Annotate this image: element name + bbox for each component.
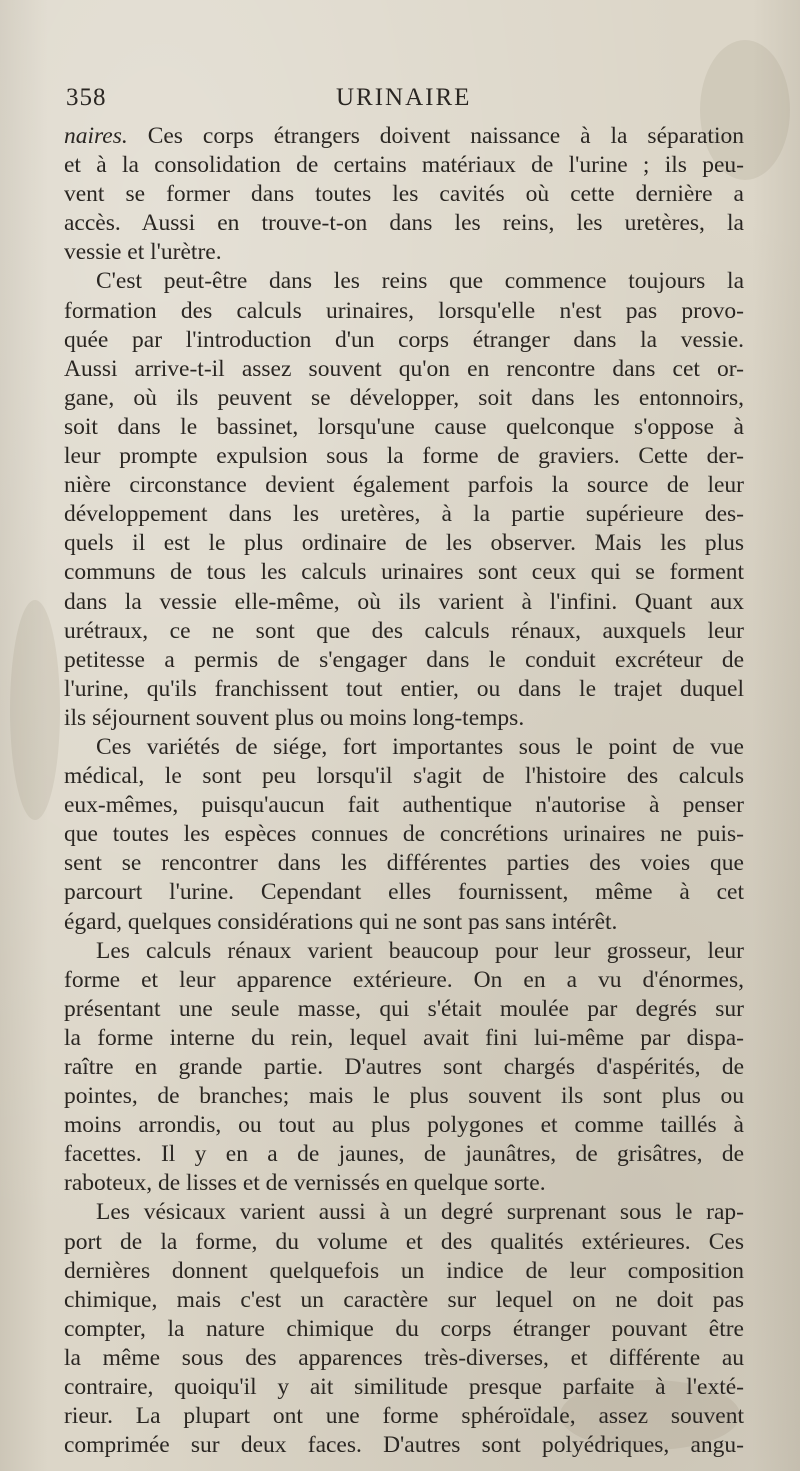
page-header	[66, 84, 706, 122]
text-line: communs de tous les calculs urinaires sont ceux qui se forment	[64, 559, 744, 586]
text-line: Aussi arrive-t-il assez souvent qu'on en rencontre dans cet or-	[64, 355, 744, 382]
text-line: parcourt l'urine. Cependant elles fournissent, même à cet	[64, 879, 744, 906]
paragraph	[64, 733, 744, 937]
text-line: facettes. Il y en a de jaunes, de jaunâtres, de grisâtres, de	[64, 1141, 744, 1168]
text-line: Les calculs rénaux varient beaucoup pour leur grosseur, leur	[96, 937, 744, 964]
text-line: urétraux, ce ne sont que des calculs rénaux, auxquels leur	[64, 617, 744, 644]
text-line: raboteux, de lisses et de vernissés en quelque sorte.	[64, 1170, 546, 1197]
text-line: soit dans le bassinet, lorsqu'une cause quelconque s'oppose à	[64, 413, 744, 440]
text-line: vent se former dans toutes les cavités où cette dernière a	[64, 181, 744, 208]
text-line: quels il est le plus ordinaire de les observer. Mais les plus	[64, 530, 744, 557]
text-line: la forme interne du rein, lequel avait fini lui-même par dispa-	[64, 1024, 744, 1051]
text-line: l'urine, qu'ils franchissent tout entier, ou dans le trajet duquel	[64, 675, 744, 702]
text-line: chimique, mais c'est un caractère sur lequel on ne doit pas	[64, 1286, 744, 1313]
text-line: vessie et l'urètre.	[64, 239, 222, 266]
text-line: médical, le sont peu lorsqu'il s'agit de l'histoire des calculs	[64, 763, 744, 790]
text-line: pointes, de branches; mais le plus souvent ils sont plus ou	[64, 1083, 744, 1110]
text-line: dans la vessie elle-même, où ils varient à l'infini. Quant aux	[64, 588, 744, 615]
text-line: port de la forme, du volume et des qualités extérieures. Ces	[64, 1228, 744, 1255]
paragraph	[64, 267, 744, 733]
text-line: nière circonstance devient également parfois la source de leur	[64, 472, 744, 499]
text-line: ils séjournent souvent plus ou moins long-temps.	[64, 704, 525, 731]
italic-word: naires.	[64, 123, 128, 149]
text-line: contraire, quoiqu'il y ait similitude presque parfaite à l'exté-	[64, 1374, 744, 1401]
text-line: raître en grande partie. D'autres sont chargés d'aspérités, de	[64, 1054, 744, 1080]
text-line: petitesse a permis de s'engager dans le conduit excréteur de	[64, 646, 744, 673]
page-number: 358	[66, 84, 107, 111]
body-text	[64, 122, 744, 1460]
text-line: dernières donnent quelquefois un indice de leur composition	[64, 1257, 744, 1284]
text-line: comprimée sur deux faces. D'autres sont polyédriques, angu-	[64, 1432, 744, 1459]
paper-stain	[10, 600, 60, 820]
text-line: forme et leur apparence extérieure. On en a vu d'énormes,	[64, 966, 744, 993]
text-line: leur prompte expulsion sous la forme de graviers. Cette der-	[64, 443, 744, 470]
text-line: Ces variétés de siége, fort importantes sous le point de vue	[96, 733, 744, 760]
text-line: que toutes les espèces connues de concrétions urinaires ne puis-	[64, 821, 744, 848]
text-line: quée par l'introduction d'un corps étranger dans la vessie.	[64, 326, 744, 353]
text-line: compter, la nature chimique du corps étranger pouvant être	[64, 1315, 744, 1342]
text-line: rieur. La plupart ont une forme sphéroïdale, assez souvent	[64, 1403, 744, 1430]
text-line: sent se rencontrer dans les différentes parties des voies que	[64, 850, 744, 877]
text-line: Les vésicaux varient aussi à un degré surprenant sous le rap-	[96, 1199, 744, 1226]
text-line: gane, où ils peuvent se développer, soit dans les entonnoirs,	[64, 384, 744, 411]
text-line: moins arrondis, ou tout au plus polygones et comme taillés à	[64, 1112, 744, 1139]
running-title: URINAIRE	[336, 84, 472, 111]
text-line: égard, quelques considérations qui ne sont pas sans intérêt.	[64, 908, 618, 935]
text-line: C'est peut-être dans les reins que commence toujours la	[96, 268, 744, 295]
text-line: naires. Ces corps étrangers doivent naissance à la séparation	[64, 123, 744, 149]
text-line: formation des calculs urinaires, lorsqu'elle n'est pas provo-	[64, 297, 744, 324]
paragraph	[64, 937, 744, 1199]
paragraph	[64, 122, 744, 267]
text-line: présentant une seule masse, qui s'était moulée par degrés sur	[64, 995, 744, 1022]
text-line: accès. Aussi en trouve-t-on dans les reins, les uretères, la	[64, 210, 744, 237]
text-line: la même sous des apparences très-diverses, et différente au	[64, 1344, 744, 1371]
paragraph	[64, 1198, 744, 1460]
text-line: eux-mêmes, puisqu'aucun fait authentique n'autorise à penser	[64, 792, 744, 819]
text-line: développement dans les uretères, à la partie supérieure des-	[64, 501, 744, 528]
text-line: et à la consolidation de certains matériaux de l'urine ; ils peu-	[64, 152, 744, 179]
